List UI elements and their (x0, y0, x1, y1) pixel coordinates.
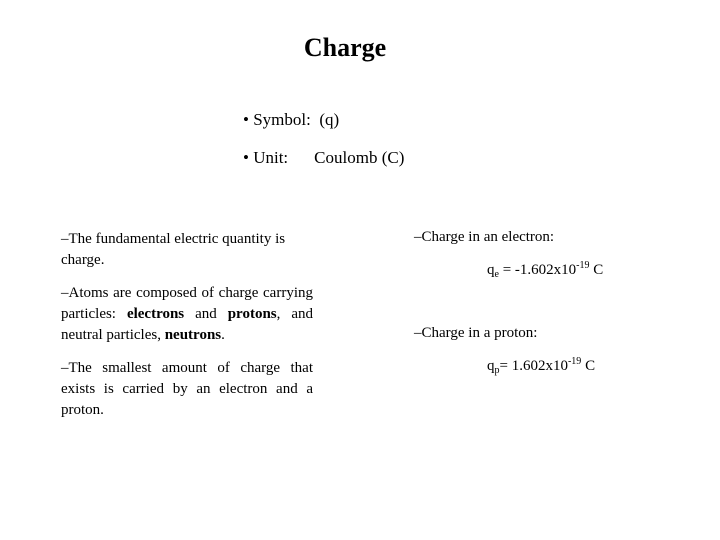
electron-charge-heading: –Charge in an electron: (414, 229, 555, 245)
proton-q-subscript: p (494, 365, 500, 376)
atoms-text-end: . (221, 327, 225, 343)
electron-charge-equation (487, 262, 603, 279)
electrons-term: electrons (126, 306, 185, 322)
protons-term: protons (227, 306, 277, 322)
electron-charge-value: = -1.602x10 (498, 262, 577, 278)
proton-exponent: -19 (567, 356, 582, 367)
unit-value: Coulomb (C) (314, 148, 405, 167)
symbol-bullet: • Symbol: (q) (243, 110, 340, 129)
atoms-text-and: and (184, 306, 228, 322)
electron-q-subscript: e (494, 269, 499, 280)
neutrons-term: neutrons (164, 327, 222, 343)
unit-bullet (243, 148, 404, 168)
proton-charge-equation (487, 358, 595, 375)
electron-charge-unit: C (589, 262, 604, 278)
left-column (61, 229, 313, 433)
proton-q-symbol: q (487, 358, 495, 374)
atoms-text-mid: , and neutral particles, (61, 306, 313, 343)
proton-charge-heading: –Charge in a proton: (414, 325, 538, 341)
slide-title: Charge (303, 33, 387, 62)
smallest-charge-text: –The smallest amount of charge that exists is carried by an electron and a proton. (61, 360, 313, 418)
proton-charge-unit: C (581, 358, 596, 374)
proton-charge-value: = 1.602x10 (499, 358, 568, 374)
atoms-composition-text (61, 283, 313, 346)
electron-exponent: -19 (576, 260, 590, 271)
unit-label: • Unit: (243, 148, 289, 167)
fundamental-quantity-text: –The fundamental electric quantity is charge. (61, 231, 286, 268)
atoms-text-prefix: –Atoms are composed of charge carrying particles: (61, 285, 313, 322)
electron-q-symbol: q (487, 262, 495, 278)
